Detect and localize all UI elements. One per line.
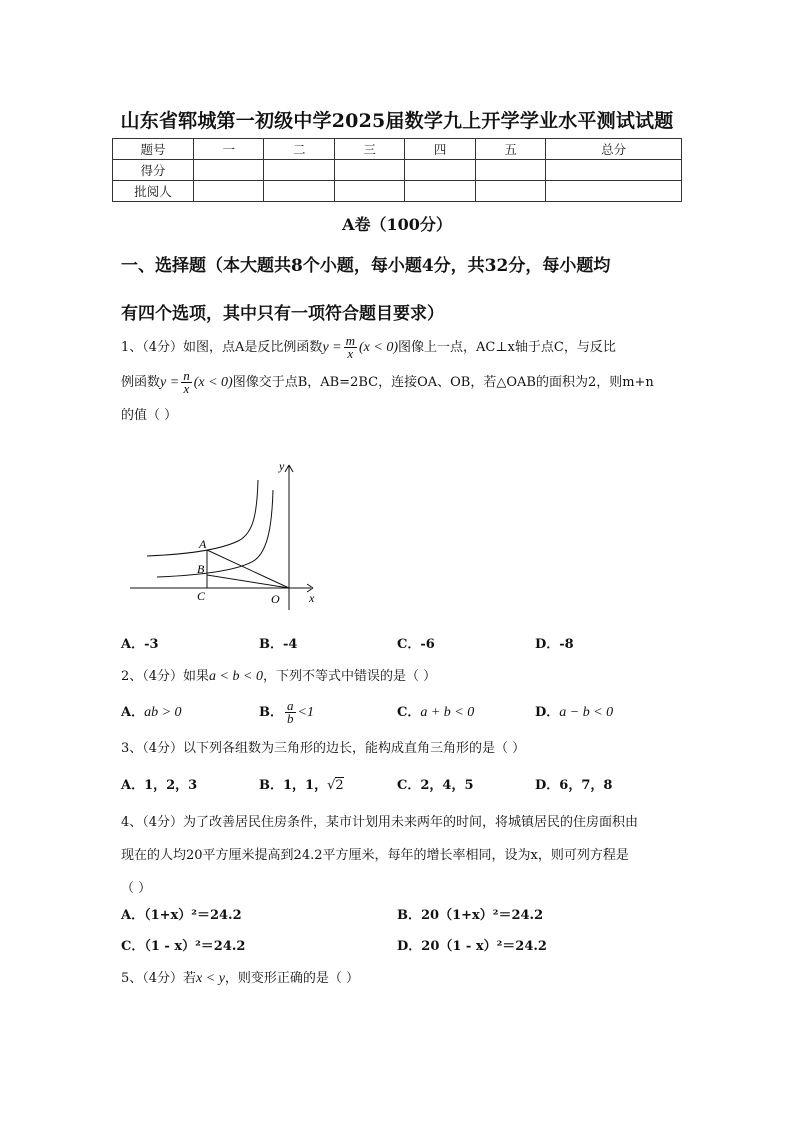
formula: a + b < 0: [420, 705, 475, 720]
y-axis-arrow: [289, 465, 293, 472]
exam-title: 山东省郓城第一初级中学2025届数学九上开学学业水平测试试题: [120, 110, 674, 132]
label-c: C: [197, 589, 206, 603]
score-table-cell: 五: [475, 139, 545, 160]
question-text: 图像交于点B，AB=2BC，连接OA、OB，若△OAB的面积为2，则m+n: [232, 375, 654, 390]
formula: a − b < 0: [559, 705, 614, 720]
question-1-figure: [125, 460, 325, 620]
score-table-cell: [475, 160, 545, 181]
formula: y =: [322, 340, 342, 355]
formula-condition: (x < 0): [359, 340, 398, 355]
segment-ob: [207, 575, 289, 588]
sqrt-symbol: √: [327, 778, 336, 793]
option-a[interactable]: [121, 696, 182, 729]
option-label: B．: [259, 705, 283, 720]
formula-condition: (x < 0): [193, 375, 233, 390]
option-b[interactable]: B．-4: [259, 637, 298, 652]
option-label: D．: [535, 705, 560, 720]
question-text: 5、（4分）若: [121, 971, 197, 986]
option-a[interactable]: A．-3: [121, 637, 159, 652]
question-1-line: [121, 331, 681, 364]
score-table-cell: [194, 181, 264, 202]
score-table-cell: [405, 160, 475, 181]
score-table-cell: [546, 160, 682, 181]
label-a: A: [199, 537, 207, 551]
option-d[interactable]: D．6，7，8: [535, 778, 613, 793]
formula: y =: [160, 375, 180, 390]
section-heading: [121, 246, 691, 334]
question-4: [121, 806, 681, 905]
question-1: [121, 331, 681, 432]
score-table-cell: [475, 181, 545, 202]
score-table-cell: 三: [334, 139, 404, 160]
score-table-cell: 二: [264, 139, 334, 160]
score-table-cell: [264, 181, 334, 202]
question-1-line: 的值（ ）: [121, 408, 178, 423]
segment-oa: [207, 550, 289, 588]
option-d[interactable]: [535, 696, 613, 729]
section-heading-line: 有四个选项，其中只有一项符合题目要求）: [121, 304, 444, 324]
fraction-denominator: x: [347, 346, 354, 361]
score-table-cell: [264, 160, 334, 181]
option-c[interactable]: C．2，4，5: [397, 778, 474, 793]
question-text: 1、（4分）如图，点A是反比例函数: [121, 340, 323, 355]
label-x: x: [309, 591, 315, 605]
sqrt-radicand: 2: [335, 778, 344, 793]
fraction-numerator: a: [287, 698, 294, 713]
score-table-row: [113, 181, 682, 202]
y-axis-arrow: [285, 465, 289, 472]
score-table-cell: [194, 160, 264, 181]
option-a[interactable]: A．1，2，3: [121, 778, 198, 793]
curve-n: [157, 490, 273, 577]
option-label: C．: [397, 705, 421, 720]
option-d[interactable]: D．-8: [535, 637, 574, 652]
fraction-denominator: b: [287, 711, 294, 726]
option-b[interactable]: [259, 696, 314, 729]
score-table-cell: 题号: [113, 139, 194, 160]
option-text: B．1，1，: [259, 778, 328, 793]
fraction: [344, 335, 357, 360]
formula: a < b < 0: [209, 669, 263, 684]
score-table-header-row: [113, 139, 682, 160]
score-table-cell: 一: [194, 139, 264, 160]
formula: x < y: [196, 971, 225, 986]
fraction-numerator: m: [345, 333, 355, 348]
score-table-cell: 四: [405, 139, 475, 160]
score-table-cell: [546, 181, 682, 202]
label-o: O: [271, 592, 280, 606]
score-table-cell: 得分: [113, 160, 194, 181]
score-table-cell: [405, 181, 475, 202]
score-table-cell: 批阅人: [113, 181, 194, 202]
question-1-line: [121, 366, 681, 399]
question-4-line: （ ）: [121, 881, 152, 896]
option-label: A．: [121, 705, 145, 720]
question-5: [121, 962, 681, 995]
fraction-denominator: x: [183, 381, 190, 396]
score-table-cell: [334, 181, 404, 202]
fraction: [181, 370, 192, 395]
question-text: ，下列不等式中错误的是（ ）: [262, 669, 437, 684]
label-y: y: [279, 460, 285, 473]
formula: ab > 0: [144, 705, 182, 720]
label-b: B: [197, 562, 205, 576]
option-c[interactable]: C．-6: [397, 637, 435, 652]
question-text: ，则变形正确的是（ ）: [224, 971, 360, 986]
fraction-numerator: n: [183, 368, 190, 383]
question-4-line: 现在的人均20平方厘米提高到24.2平方厘米，每年的增长率相同，设为x，则可列方程是: [121, 848, 629, 863]
question-text: 例函数: [121, 375, 161, 390]
option-b[interactable]: [259, 769, 344, 802]
score-table-row: [113, 160, 682, 181]
question-4-line: 4、（4分）为了改善居民住房条件，某市计划用未来两年的时间，将城镇居民的住房面积由: [121, 815, 639, 830]
section-subtitle: A卷（100分）: [342, 215, 452, 234]
question-text: 2、（4分）如果: [121, 669, 210, 684]
question-2: [121, 660, 681, 693]
formula: <1: [297, 705, 314, 720]
score-table-cell: [334, 160, 404, 181]
option-d[interactable]: D．20（1 - x）²＝24.2: [397, 939, 547, 954]
option-b[interactable]: B．20（1+x）²＝24.2: [397, 908, 544, 923]
question-3: 3、（4分）以下列各组数为三角形的边长，能构成直角三角形的是（ ）: [121, 741, 526, 756]
fraction: [285, 700, 296, 725]
option-a[interactable]: A．（1+x）²＝24.2: [121, 908, 242, 923]
option-c[interactable]: [397, 696, 474, 729]
x-axis-arrow: [307, 584, 313, 588]
score-table-cell: 总分: [546, 139, 682, 160]
section-heading-line: 一、选择题（本大题共8个小题，每小题4分，共32分，每小题均: [121, 256, 611, 276]
score-table: [112, 138, 682, 202]
option-c[interactable]: C．（1 - x）²＝24.2: [121, 939, 246, 954]
question-text: 图像上一点，AC⊥x轴于点C，与反比: [398, 340, 616, 355]
